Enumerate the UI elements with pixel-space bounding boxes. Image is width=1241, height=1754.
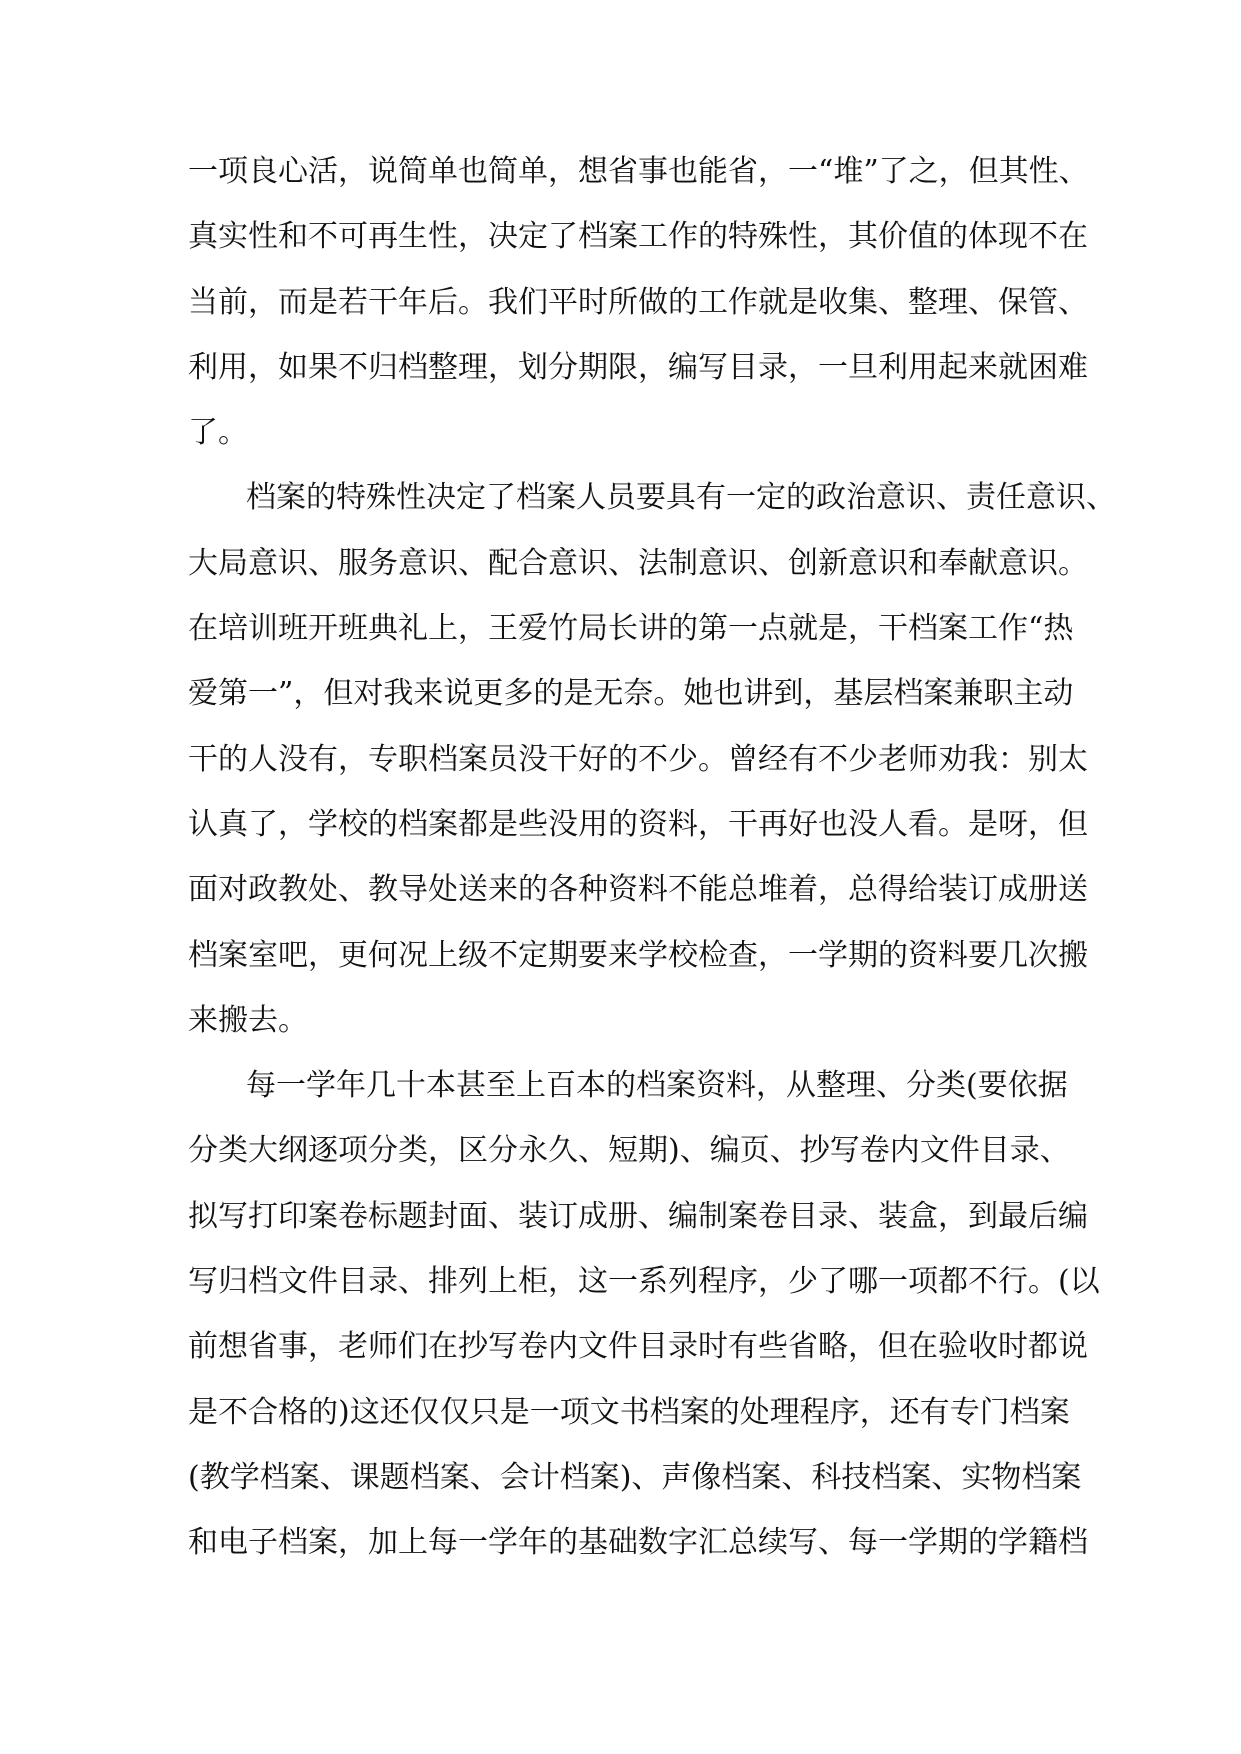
text-line: 在培训班开班典礼上，王爱竹局长讲的第一点就是，干档案工作“热 [188, 611, 1074, 647]
text-line: 干的人没有，专职档案员没干好的不少。曾经有不少老师劝我：别太 [188, 741, 1088, 777]
text-line: 和电子档案，加上每一学年的基础数字汇总续写、每一学期的学籍档 [188, 1525, 1088, 1561]
text-line: 认真了，学校的档案都是些没用的资料，干再好也没人看。是呀，但 [188, 806, 1088, 842]
paragraph-3 [188, 1066, 1100, 1588]
text-line: 前想省事，老师们在抄写卷内文件目录时有些省略，但在验收时都说 [188, 1329, 1088, 1365]
text-line: 分类大纲逐项分类，区分永久、短期)、编页、抄写卷内文件目录、 [188, 1133, 1070, 1169]
paragraph-2 [188, 478, 1116, 1066]
text-line: 每一学年几十本甚至上百本的档案资料，从整理、分类(要依据 [246, 1068, 1068, 1104]
text-line: 档案的特殊性决定了档案人员要具有一定的政治意识、责任意识、 [246, 480, 1116, 516]
text-line: 拟写打印案卷标题封面、装订成册、编制案卷目录、装盒，到最后编 [188, 1198, 1088, 1234]
text-line: 写归档文件目录、排列上柜，这一系列程序，少了哪一项都不行。(以 [188, 1264, 1100, 1300]
text-line: 了。 [188, 415, 248, 451]
paragraph-1 [188, 152, 1088, 478]
text-line: 面对政教处、教导处送来的各种资料不能总堆着，总得给装订成册送 [188, 872, 1088, 908]
text-line: 一项良心活，说简单也简单，想省事也能省，一“堆”了之，但其性、 [188, 154, 1089, 189]
text-line: 真实性和不可再生性，决定了档案工作的特殊性，其价值的体现不在 [188, 219, 1088, 255]
text-line: 大局意识、服务意识、配合意识、法制意识、创新意识和奉献意识。 [188, 545, 1088, 581]
text-line: 爱第一”，但对我来说更多的是无奈。她也讲到，基层档案兼职主动 [188, 676, 1074, 712]
text-line: 利用，如果不归档整理，划分期限，编写目录，一旦利用起来就困难 [188, 349, 1088, 385]
text-line: 来搬去。 [188, 1002, 308, 1038]
text-line: 是不合格的)这还仅仅只是一项文书档案的处理程序，还有专门档案 [188, 1394, 1070, 1430]
document-body [188, 152, 1116, 1589]
text-line: 档案室吧，更何况上级不定期要来学校检查，一学期的资料要几次搬 [188, 937, 1088, 973]
text-line: 当前，而是若干年后。我们平时所做的工作就是收集、整理、保管、 [188, 284, 1088, 320]
text-line: (教学档案、课题档案、会计档案)、声像档案、科技档案、实物档案 [188, 1459, 1082, 1495]
